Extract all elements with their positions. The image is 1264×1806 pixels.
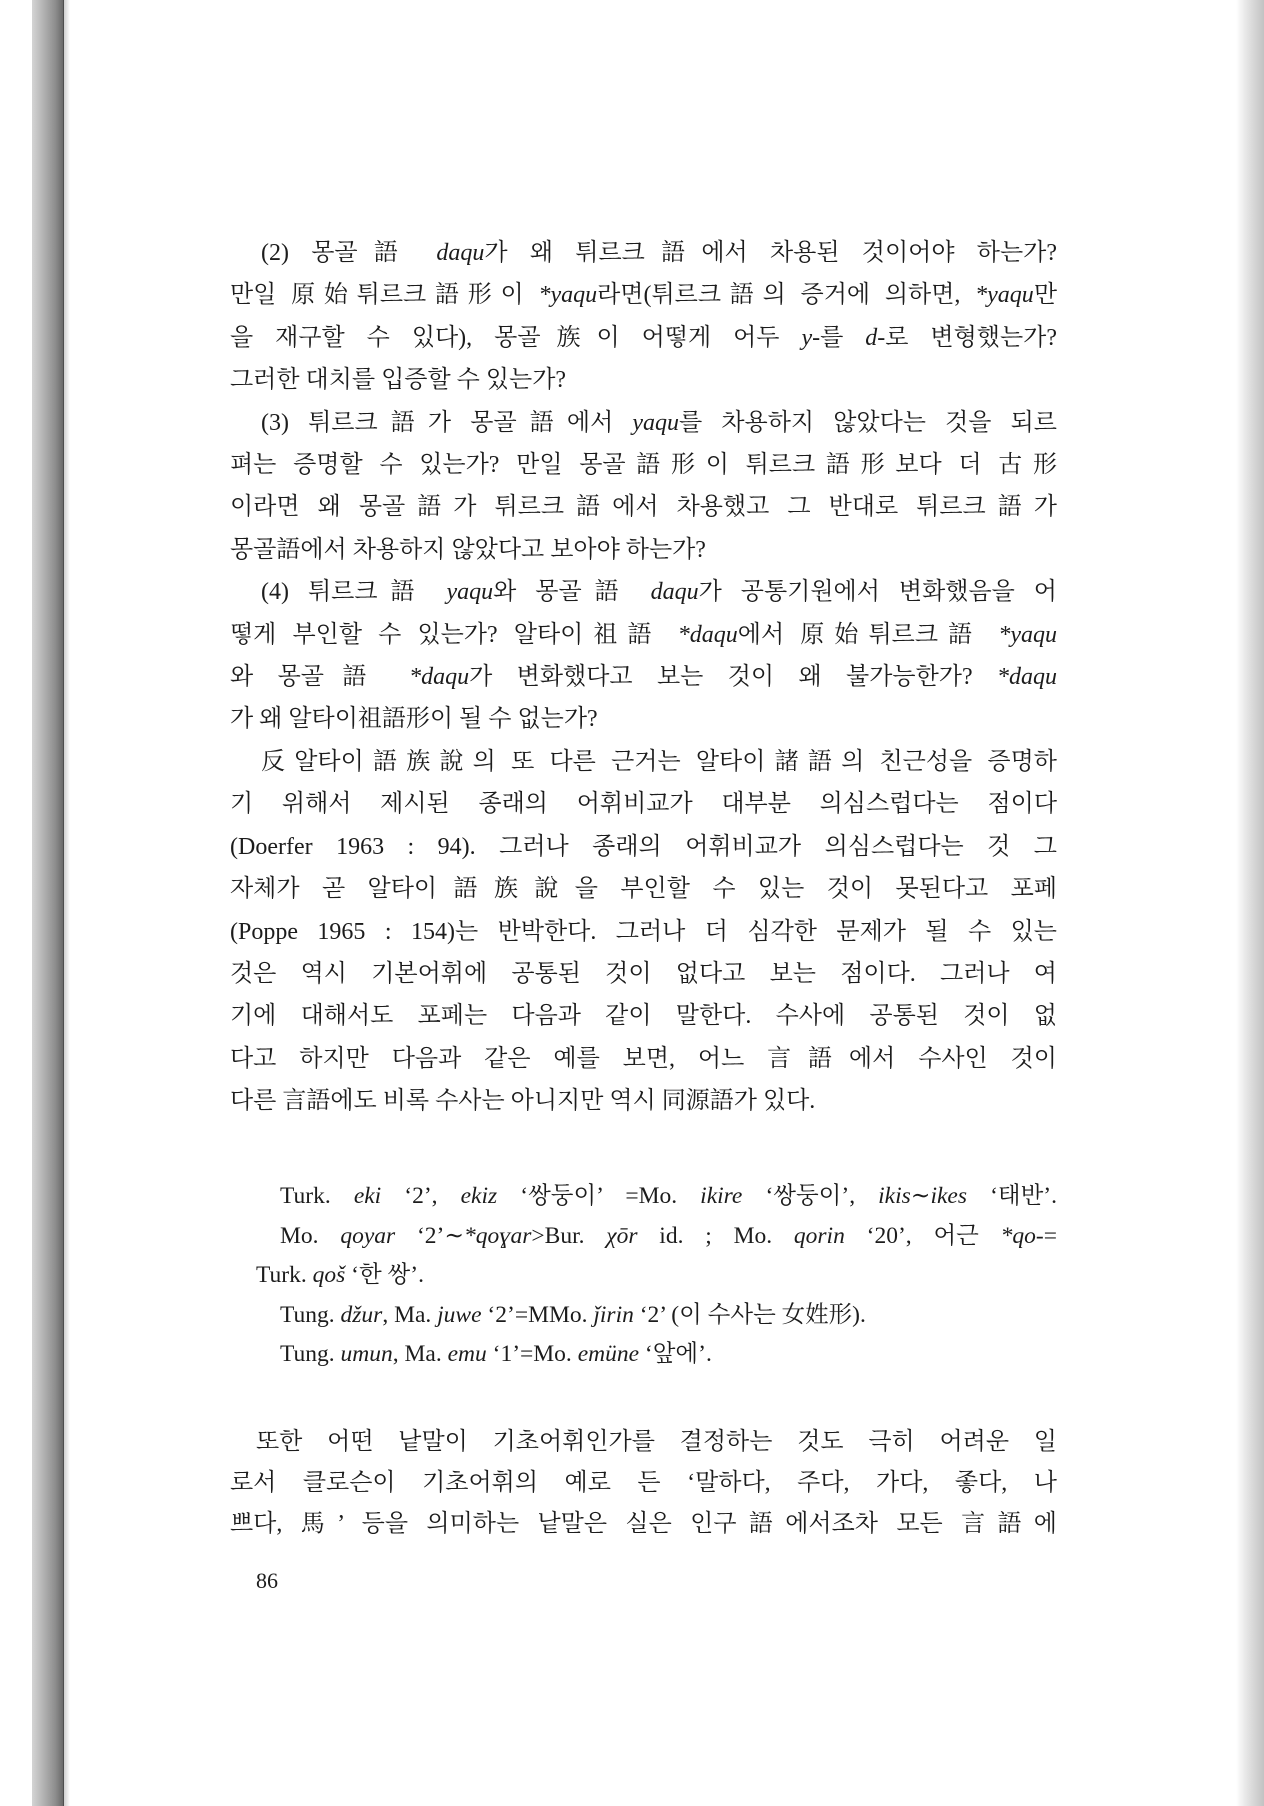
text-line: [230, 741, 1057, 783]
text-line: [256, 1335, 1057, 1375]
text-run: ‘태반’.: [967, 1183, 1057, 1209]
text-run: 쁘다, 馬’ 등을 의미하는 낱말은 실은 인구語에서조차 모든 言語에: [230, 1511, 1057, 1537]
text-run: 것은 역시 기본어휘에 공통된 것이 없다고 보는 점이다. 그러나 여: [230, 960, 1057, 987]
example-item-dzur: [256, 1296, 1057, 1336]
text-run: 로 변형했는가?: [885, 324, 1057, 351]
text-line: [256, 1217, 1057, 1257]
text-line: [230, 995, 1057, 1037]
text-run: 다고 하지만 다음과 같은 예를 보면, 어느 言語에서 수사인 것이: [230, 1045, 1057, 1072]
text-run: 가 공통기원에서 변화했음을 어: [698, 579, 1057, 606]
text-run: , Ma.: [382, 1301, 438, 1328]
italic-term: ikire: [700, 1183, 743, 1209]
text-run: (Poppe 1965 : 154)는 반박한다. 그러나 더 심각한 문제가 될 수 있는: [230, 918, 1057, 945]
paragraph-question-4: [230, 571, 1057, 741]
text-run: (4) 튀르크語: [261, 579, 447, 606]
text-run: 을 재구할 수 있다), 몽골族이 어떻게 어두: [230, 324, 802, 351]
text-run: 다른 言語에도 비록 수사는 아니지만 역시 同源語가 있다.: [230, 1088, 816, 1115]
text-line: [230, 1504, 1057, 1545]
example-item-qoyar: [256, 1217, 1057, 1296]
text-run: ‘쌍둥이’ =Mo.: [497, 1183, 701, 1209]
text-line: [230, 911, 1057, 953]
italic-term: ekiz: [460, 1183, 498, 1209]
italic-term: y-: [801, 324, 821, 351]
italic-term: džur: [340, 1301, 383, 1328]
text-line: [230, 953, 1057, 995]
text-line: [230, 783, 1057, 825]
italic-term: *qoɣar: [464, 1222, 532, 1249]
text-run: 자체가 곧 알타이語族說을 부인할 수 있는 것이 못된다고 포페: [230, 876, 1057, 903]
text-line: [230, 1422, 1057, 1463]
paragraph-anti-altaic-argument: [230, 741, 1057, 1123]
example-item-umun: [256, 1335, 1057, 1375]
italic-term: qorin: [793, 1222, 845, 1249]
text-line: [256, 1296, 1057, 1336]
text-run: ‘2’ (이 수사는 女姓形).: [633, 1301, 866, 1328]
italic-term: umun: [340, 1341, 393, 1367]
text-run: 와 몽골語: [493, 579, 651, 606]
text-run: 를: [820, 324, 866, 351]
text-line: [230, 317, 1057, 359]
text-line: [230, 1080, 1057, 1122]
text-run: (2) 몽골語: [261, 240, 437, 266]
text-run: ‘앞에’.: [639, 1341, 712, 1367]
text-run: ‘2’=MMo.: [481, 1301, 594, 1328]
italic-term: ǰirin: [593, 1301, 634, 1328]
text-line: [230, 614, 1057, 656]
text-line: [230, 868, 1057, 910]
italic-term: emüne: [577, 1341, 640, 1367]
italic-term: *yaqu: [998, 621, 1058, 648]
text-run: 기 위해서 제시된 종래의 어휘비교가 대부분 의심스럽다는 점이다: [230, 791, 1057, 818]
text-run: Tung.: [280, 1341, 341, 1367]
body-text: [230, 232, 1057, 1123]
italic-term: daqu: [436, 240, 485, 266]
text-run: 떻게 부인할 수 있는가? 알타이祖語: [230, 621, 678, 648]
italic-term: juwe: [437, 1301, 482, 1328]
text-line: [230, 402, 1057, 444]
text-run: 펴는 증명할 수 있는가? 만일 몽골語形이 튀르크語形보다 더 古形: [230, 452, 1057, 479]
italic-term: *daqu: [677, 621, 738, 648]
text-line: [256, 1177, 1057, 1217]
example-item-two: [256, 1177, 1057, 1217]
text-run: ‘2’,: [381, 1183, 461, 1209]
text-line: [230, 826, 1057, 868]
paragraph-question-3: [230, 402, 1057, 572]
text-run: (3) 튀르크語가 몽골語에서: [261, 409, 633, 436]
text-line: [230, 1038, 1057, 1080]
page-gutter-shadow: [64, 0, 70, 1806]
text-line: [230, 571, 1057, 613]
text-run: >Bur.: [531, 1222, 607, 1249]
text-run: ‘쌍둥이’,: [742, 1183, 879, 1209]
closing-paragraph: [230, 1422, 1057, 1545]
text-run: 이라면 왜 몽골語가 튀르크語에서 차용했고 그 반대로 튀르크語가: [230, 494, 1057, 521]
italic-term: *qo-: [1000, 1222, 1044, 1249]
text-line: [256, 1256, 1057, 1296]
text-line: [230, 274, 1057, 316]
text-run: 反알타이語族說의 또 다른 근거는 알타이諸語의 친근성을 증명하: [261, 748, 1057, 775]
page-edge-right: [1236, 0, 1264, 1806]
text-run: 와 몽골語: [230, 664, 410, 691]
text-run: 기에 대해서도 포페는 다음과 같이 말한다. 수사에 공통된 것이 없: [230, 1003, 1057, 1030]
paragraph-basic-vocabulary: [230, 1422, 1057, 1545]
text-line: [230, 1463, 1057, 1504]
text-run: ‘1’=Mo.: [486, 1341, 578, 1367]
text-run: Turk.: [256, 1262, 313, 1288]
text-run: Mo.: [280, 1222, 341, 1249]
example-list: [256, 1177, 1057, 1375]
text-run: 만: [1033, 282, 1057, 309]
text-run: (Doerfer 1963 : 94). 그러나 종래의 어휘비교가 의심스럽다는 것 그: [230, 833, 1057, 860]
italic-term: d-: [865, 324, 886, 351]
page-edge-left: [32, 0, 64, 1806]
text-run: 가 변화했다고 보는 것이 왜 불가능한가?: [469, 664, 997, 691]
italic-term: yaqu: [446, 579, 494, 606]
text-line: [230, 359, 1057, 401]
text-run: 가 왜 튀르크語에서 차용된 것이어야 하는가?: [484, 240, 1058, 266]
text-run: Tung.: [280, 1301, 341, 1328]
italic-term: daqu: [650, 579, 699, 606]
paragraph-question-2: [230, 232, 1057, 402]
text-line: [230, 232, 1057, 274]
italic-term: *yaqu: [538, 282, 598, 309]
text-line: [230, 444, 1057, 486]
text-run: 몽골語에서 차용하지 않았다고 보아야 하는가?: [230, 536, 706, 563]
text-line: [230, 656, 1057, 698]
text-run: 에서 原始튀르크語: [737, 621, 999, 648]
text-run: 만일 原始튀르크語形이: [230, 282, 539, 309]
text-run: ‘2’∼: [395, 1222, 465, 1249]
page-number: 86: [256, 1568, 278, 1593]
text-run: 그러한 대치를 입증할 수 있는가?: [230, 367, 567, 394]
italic-term: yaqu: [632, 409, 680, 436]
italic-term: emu: [447, 1341, 487, 1367]
text-run: Turk.: [280, 1183, 354, 1209]
italic-term: qoyar: [340, 1222, 396, 1249]
italic-term: *daqu: [409, 664, 470, 691]
italic-term: χōr: [606, 1222, 638, 1249]
text-line: [230, 529, 1057, 571]
text-run: , Ma.: [392, 1341, 448, 1367]
text-run: ‘20’, 어근: [844, 1222, 1001, 1249]
italic-term: *daqu: [997, 664, 1057, 691]
italic-term: ikis∼ikes: [878, 1183, 967, 1209]
text-line: [230, 486, 1057, 528]
text-run: id. ; Mo.: [637, 1222, 794, 1249]
text-run: ‘한 쌍’.: [345, 1262, 424, 1288]
text-line: [230, 698, 1057, 740]
italic-term: qoš: [312, 1262, 346, 1288]
text-run: 가 왜 알타이祖語形이 될 수 없는가?: [230, 706, 598, 733]
text-run: 를 차용하지 않았다는 것을 되르: [679, 409, 1057, 436]
text-run: 로서 클로슨이 기초어휘의 예로 든 ‘말하다, 주다, 가다, 좋다, 나: [230, 1470, 1057, 1496]
italic-term: *yaqu: [975, 282, 1034, 309]
italic-term: eki: [353, 1183, 382, 1209]
text-run: 또한 어떤 낱말이 기초어휘인가를 결정하는 것도 극히 어려운 일: [256, 1429, 1057, 1455]
text-run: =: [1043, 1222, 1057, 1249]
text-run: 라면(튀르크語의 증거에 의하면,: [597, 282, 976, 309]
